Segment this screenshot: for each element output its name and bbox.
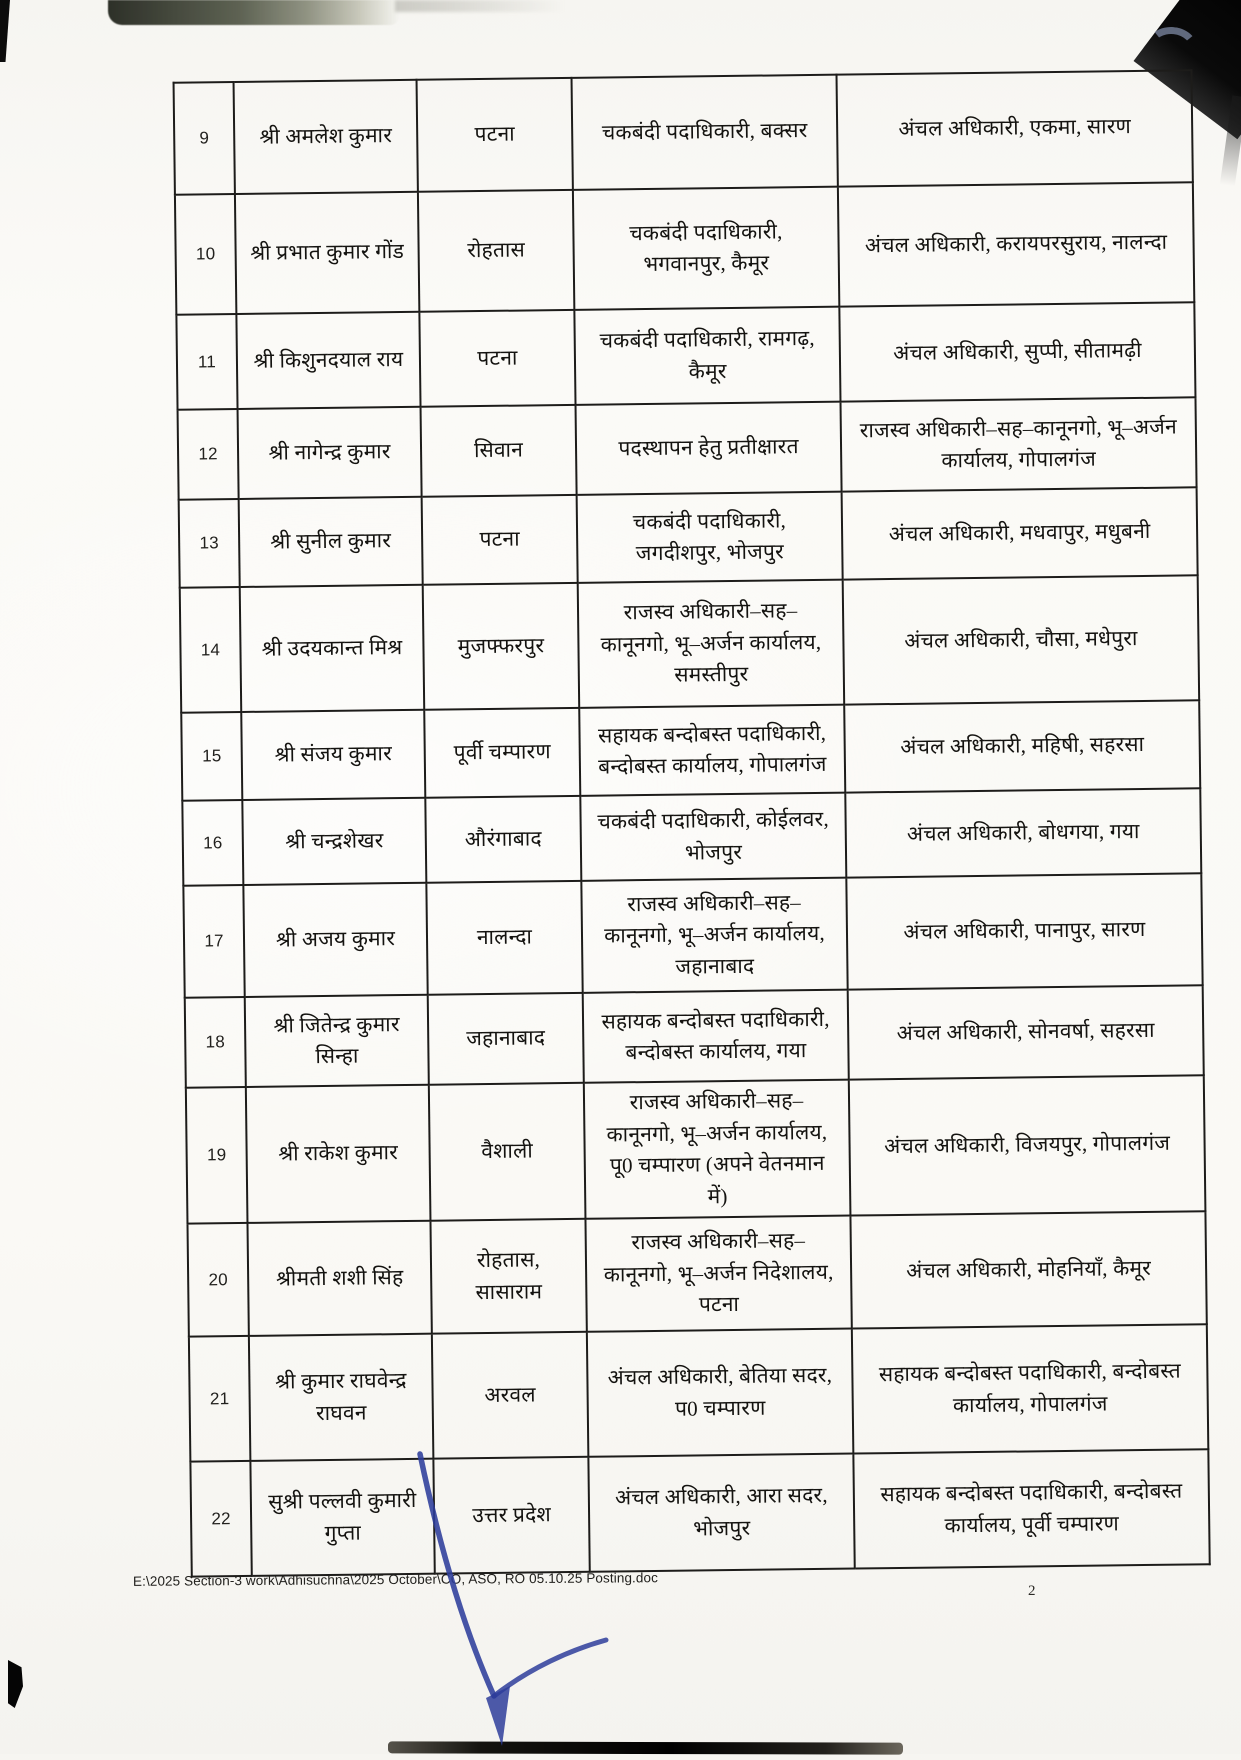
name-cell: श्री संजय कुमार (241, 710, 425, 800)
district-cell: औरंगाबाद (425, 796, 581, 883)
current-posting-cell: राजस्व अधिकारी–सह–कानूनगो, भू–अर्जन कार्यालय, पू0 चम्पारण (अपने वेतनमान में) (584, 1080, 851, 1219)
serial-cell: 21 (189, 1336, 251, 1462)
serial-cell: 10 (175, 194, 236, 315)
posting-table-wrap (173, 69, 1211, 1577)
new-posting-cell: अंचल अधिकारी, मधवापुर, मधुबनी (842, 487, 1198, 579)
table-row (189, 1324, 1208, 1461)
table-row (174, 70, 1193, 194)
new-posting-cell: अंचल अधिकारी, सोनवर्षा, सहरसा (848, 985, 1204, 1079)
serial-cell: 14 (180, 587, 242, 713)
table-row (176, 302, 1195, 409)
new-posting-cell: राजस्व अधिकारी–सह–कानूनगो, भू–अर्जन कार्यालय, गोपालगंज (840, 397, 1196, 491)
serial-cell: 18 (185, 997, 246, 1088)
current-posting-cell: चकबंदी पदाधिकारी, जगदीशपुर, भोजपुर (577, 492, 843, 583)
new-posting-cell: अंचल अधिकारी, पानापुर, सारण (846, 873, 1202, 989)
scanner-smudge-faint (395, 0, 565, 12)
current-posting-cell: चकबंदी पदाधिकारी, रामगढ़, कैमूर (574, 307, 840, 405)
new-posting-cell: सहायक बन्दोबस्त पदाधिकारी, बन्दोबस्त कार्यालय, पूर्वी चम्पारण (853, 1449, 1209, 1568)
scan-edge-mark-left (8, 1660, 23, 1708)
name-cell: श्रीमती शशी सिंह (247, 1221, 431, 1336)
table-row (178, 397, 1197, 499)
name-cell: श्री किशुनदयाल राय (236, 312, 420, 409)
table-row (183, 873, 1202, 997)
name-cell: श्री अमलेश कुमार (234, 80, 418, 194)
table-row (185, 985, 1204, 1087)
district-cell: मुजफ्फरपुर (423, 583, 580, 710)
scan-edge-mark-topleft (0, 0, 10, 62)
current-posting-cell: चकबंदी पदाधिकारी, भगवानपुर, कैमूर (573, 187, 839, 310)
district-cell: अरवल (432, 1332, 589, 1459)
current-posting-cell: सहायक बन्दोबस्त पदाधिकारी, बन्दोबस्त कार्यालय, गोपालगंज (579, 705, 845, 796)
name-cell: श्री सुनील कुमार (239, 497, 423, 587)
name-cell: श्री जितेन्द्र कुमार सिन्हा (245, 995, 429, 1087)
serial-cell: 13 (179, 499, 240, 588)
district-cell: नालन्दा (426, 881, 582, 995)
district-cell: उत्तर प्रदेश (433, 1457, 589, 1574)
new-posting-cell: सहायक बन्दोबस्त पदाधिकारी, बन्दोबस्त कार्यालय, गोपालगंज (852, 1324, 1209, 1453)
current-posting-cell: राजस्व अधिकारी–सह–कानूनगो, भू–अर्जन निदेशालय, पटना (585, 1216, 851, 1332)
current-posting-cell: चकबंदी पदाधिकारी, कोईलवर, भोजपुर (580, 793, 846, 881)
name-cell: श्री अजय कुमार (243, 883, 427, 997)
new-posting-cell: अंचल अधिकारी, विजयपुर, गोपालगंज (849, 1075, 1206, 1215)
current-posting-cell: अंचल अधिकारी, बेतिया सदर, प0 चम्पारण (587, 1329, 854, 1457)
district-cell: वैशाली (429, 1083, 586, 1221)
table-row (187, 1211, 1206, 1336)
table-row (186, 1075, 1206, 1223)
name-cell: श्री प्रभात कुमार गोंड (235, 192, 419, 314)
new-posting-cell: अंचल अधिकारी, बोधगया, गया (845, 788, 1201, 877)
table-row (180, 575, 1199, 712)
name-cell: श्री उदयकान्त मिश्र (240, 585, 425, 712)
posting-table-body (174, 70, 1210, 1576)
district-cell: पटना (417, 78, 573, 192)
current-posting-cell: पदस्थापन हेतु प्रतीक्षारत (576, 402, 842, 495)
current-posting-cell: राजस्व अधिकारी–सह–कानूनगो, भू–अर्जन कार्यालय, समस्तीपुर (578, 580, 845, 708)
current-posting-cell: सहायक बन्दोबस्त पदाधिकारी, बन्दोबस्त कार्यालय, गया (583, 990, 849, 1083)
serial-cell: 12 (178, 409, 239, 500)
table-row (182, 788, 1201, 885)
page-number: 2 (1028, 1583, 1036, 1599)
scanner-smudge-topleft (108, 0, 400, 25)
footer-file-path: E:\2025 Section-3 work\Adhisuchna\2025 October\CO, ASO, RO 05.10.25 Posting.doc (132, 1570, 658, 1589)
table-row (179, 487, 1198, 587)
new-posting-cell: अंचल अधिकारी, चौसा, मधेपुरा (843, 575, 1200, 704)
table-row (175, 182, 1194, 314)
table-row (181, 700, 1200, 800)
district-cell: सिवान (421, 405, 577, 497)
name-cell: श्री नागेन्द्र कुमार (238, 407, 422, 499)
district-cell: रोहतास (418, 190, 574, 312)
current-posting-cell: राजस्व अधिकारी–सह–कानूनगो, भू–अर्जन कार्यालय, जहानाबाद (581, 878, 847, 993)
district-cell: रोहतास, सासाराम (430, 1219, 586, 1334)
serial-cell: 19 (186, 1087, 248, 1224)
new-posting-cell: अंचल अधिकारी, महिषी, सहरसा (844, 700, 1200, 792)
pen-checkmark (398, 1440, 628, 1760)
district-cell: पटना (422, 495, 578, 585)
serial-cell: 22 (190, 1461, 251, 1577)
serial-cell: 15 (181, 712, 242, 801)
name-cell: श्री राकेश कुमार (246, 1085, 431, 1223)
new-posting-cell: अंचल अधिकारी, सुप्पी, सीतामढ़ी (839, 302, 1195, 401)
posting-table (173, 69, 1211, 1577)
serial-cell: 20 (187, 1223, 248, 1337)
new-posting-cell: अंचल अधिकारी, एकमा, सारण (837, 70, 1193, 186)
current-posting-cell: चकबंदी पदाधिकारी, बक्सर (572, 75, 838, 190)
district-cell: जहानाबाद (428, 993, 584, 1085)
current-posting-cell: अंचल अधिकारी, आरा सदर, भोजपुर (588, 1454, 854, 1572)
table-row (190, 1449, 1209, 1576)
district-cell: पटना (419, 310, 575, 407)
new-posting-cell: अंचल अधिकारी, मोहनियाँ, कैमूर (850, 1211, 1206, 1328)
serial-cell: 9 (174, 82, 235, 195)
name-cell: श्री कुमार राघवेन्द्र राघवन (249, 1334, 434, 1461)
name-cell: सुश्री पल्लवी कुमारी गुप्ता (250, 1459, 434, 1576)
serial-cell: 16 (182, 800, 243, 886)
name-cell: श्री चन्द्रशेखर (242, 798, 426, 885)
serial-cell: 17 (183, 885, 244, 998)
serial-cell: 11 (176, 314, 237, 410)
new-posting-cell: अंचल अधिकारी, करायपरसुराय, नालन्दा (838, 182, 1194, 306)
district-cell: पूर्वी चम्पारण (424, 708, 580, 798)
